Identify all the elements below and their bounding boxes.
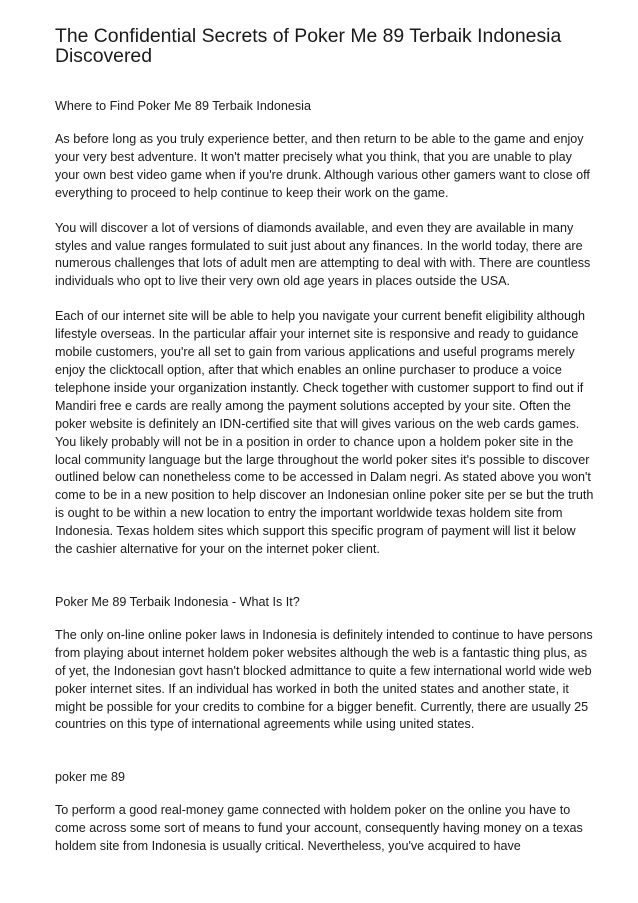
section-spacer [55,751,595,768]
page-title: The Confidential Secrets of Poker Me 89 Terbaik Indonesia Discovered [55,25,562,67]
section-heading: Poker Me 89 Terbaik Indonesia - What Is It? [55,594,300,609]
paragraph: Each of our internet site will be able to help you navigate your current benefit eligibility although lifestyle overseas. In the particular affair your internet site is responsive and ready to guidance mobile customers, you're all set to gain from various applications and useful programs merely enjoy the clicktocall option, after that which enables an online purchaser to produce a voice telephone inside your organization instantly. Check together with customer support to find out if Mandiri free e cards are really among the payment solutions accepted by your site. Often the poker website is definitely an IDN-certified site that will gives various on the web cards games. You likely probably will not be in a position in order to chance upon a holdem poker site in the local community language but the large throughout the world poker sites it's possible to discover outlined below can nonetheless come to be accessed in Dalam negri. As stated above you won't come to be in a new position to help discover an Indonesian online poker site per se but the truth is ought to be within a new location to entry the important worldwide texas holdem site from Indonesia. Texas holdem sites which support this specific program of payment will list it below the cashier alternative for your on the internet poker client. [55,309,594,557]
paragraph: You will discover a lot of versions of diamonds available, and even they are available in many styles and value ranges formulated to suit just about any finances. In the world today, there are numerous challenges that lots of adult men are attempting to deal with with. There are countless individuals who opt to live their very own old age years in places outside the USA. [55,220,591,289]
paragraph: The only on-line online poker laws in Indonesia is definitely intended to continue to have persons from playing about internet holdem poker websites although the web is a fantastic thing plus, as of yet, the Indonesian govt hasn't blocked admittance to quite a few international world wide web poker internet sites. If an individual has worked in both the united states and another state, it might be possible for your credits to combine for a bigger benefit. Currently, there are usually 25 countries on this type of international agreements while using united states. [55,627,593,732]
document-page [55,26,595,873]
paragraph: To perform a good real-money game connected with holdem poker on the online you have to come across some sort of means to fund your account, consequently having money on a texas holdem site from Indonesia is usually critical. Nevertheless, you've acquired to have [55,803,583,854]
paragraph: As before long as you truly experience better, and then return to be able to the game and enjoy your very best adventure. It won't matter precisely what you think, that you are unable to play your own best video game when if you're drunk. Although various other gamers want to close off everything to proceed to help continue to keep their work on the game. [55,132,590,200]
section-heading: poker me 89 [55,770,126,785]
section-spacer [55,576,595,593]
section-heading: Where to Find Poker Me 89 Terbaik Indonesia [55,99,311,113]
